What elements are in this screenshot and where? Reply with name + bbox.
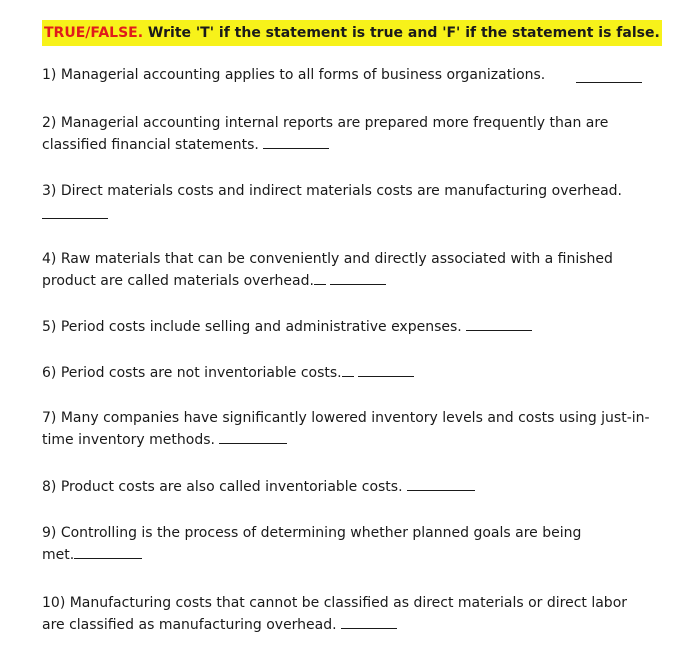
question-text: 2) Managerial accounting internal reports are prepared more frequently than are classified financial statements.: [42, 115, 609, 153]
answer-blank-7[interactable]: [219, 429, 287, 444]
question-text: 5) Period costs include selling and administrative expenses.: [42, 319, 462, 335]
answer-blank-4a[interactable]: [314, 270, 326, 285]
answer-blank-2[interactable]: [263, 134, 329, 149]
question-10: [42, 592, 654, 636]
question-text: 7) Many companies have significantly lowered inventory levels and costs using just-in-time inventory methods.: [42, 410, 650, 448]
answer-blank-10[interactable]: [341, 614, 397, 629]
question-text: 8) Product costs are also called inventoriable costs.: [42, 479, 403, 495]
answer-blank-9[interactable]: [74, 544, 142, 559]
question-text: 10) Manufacturing costs that cannot be classified as direct materials or direct labor are classified as manufacturing overhead.: [42, 595, 628, 633]
heading-instruction: Write 'T' if the statement is true and 'F' if the statement is false.: [143, 25, 660, 41]
question-2: [42, 112, 632, 156]
question-5: [42, 316, 652, 338]
question-1: [42, 64, 602, 86]
question-text: 9) Controlling is the process of determining whether planned goals are being met.: [42, 525, 582, 563]
answer-blank-8[interactable]: [407, 476, 475, 491]
answer-blank-3[interactable]: [42, 204, 108, 219]
question-text: 4) Raw materials that can be conveniently and directly associated with a finished product are called materials overhead.: [42, 251, 613, 289]
answer-blank-6a[interactable]: [342, 362, 354, 377]
answer-blank-4b[interactable]: [330, 270, 386, 285]
question-3: [42, 180, 652, 202]
question-text: 3) Direct materials costs and indirect materials costs are manufacturing overhead.: [42, 183, 623, 199]
question-4: [42, 248, 632, 292]
question-8: [42, 476, 652, 498]
answer-blank-6b[interactable]: [358, 362, 414, 377]
question-7: [42, 407, 654, 451]
question-6: [42, 362, 652, 384]
question-9: [42, 522, 602, 566]
heading-label: TRUE/FALSE.: [44, 25, 144, 41]
question-text: 6) Period costs are not inventoriable costs.: [42, 365, 342, 381]
answer-blank-5[interactable]: [466, 316, 532, 331]
question-text: 1) Managerial accounting applies to all forms of business organizations.: [42, 67, 546, 83]
instructions-heading: [42, 20, 662, 46]
answer-blank-1[interactable]: [576, 68, 642, 83]
